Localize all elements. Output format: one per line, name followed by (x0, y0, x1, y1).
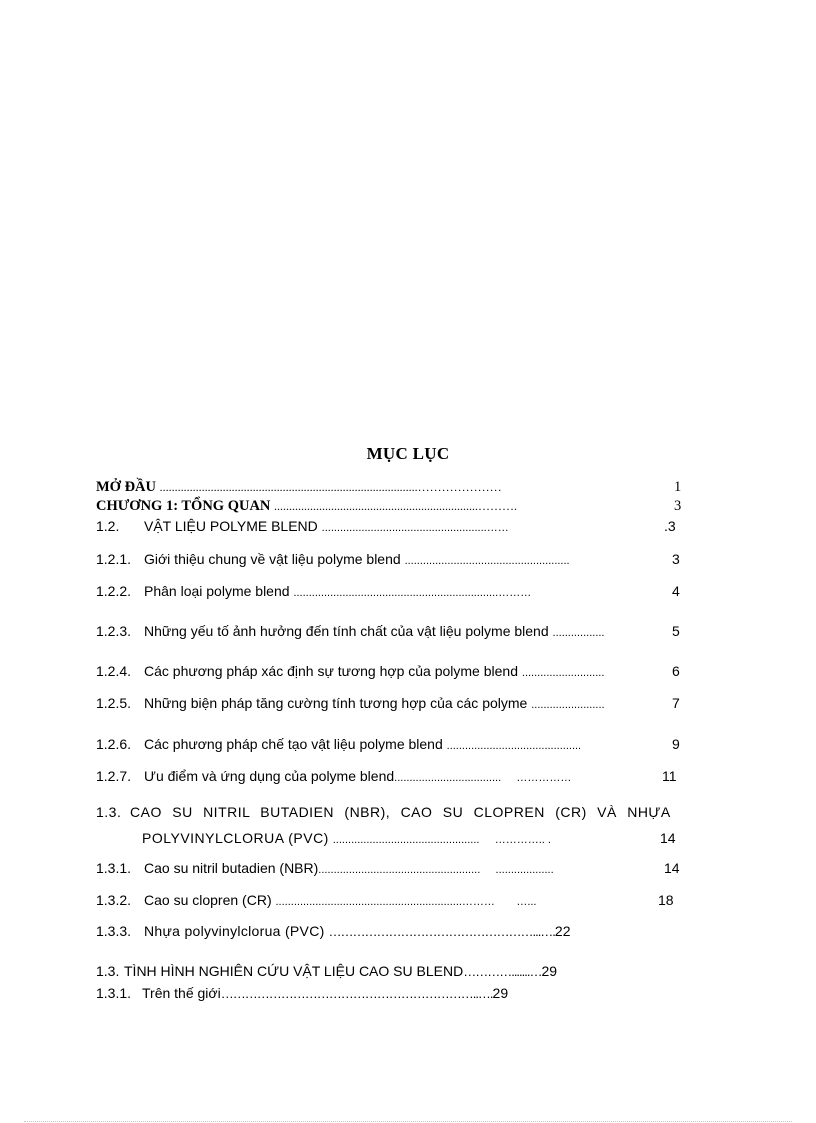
toc-entry-1-2-3 (96, 622, 680, 642)
toc-entry-text: VẬT LIỆU POLYME BLEND (144, 518, 318, 534)
toc-entry-1-3-1 (96, 859, 680, 879)
toc-page-number: 29 (541, 963, 558, 979)
toc-entry-text: CHƯƠNG 1: TỔNG QUAN (96, 498, 271, 514)
toc-entry-number: 1.2.4. (96, 663, 132, 679)
toc-leader: .............................................................……… …... (275, 896, 537, 908)
toc-entry-number: 1.2.3. (96, 623, 132, 639)
toc-page-number: 14 (660, 830, 676, 846)
toc-leader: ................................................ ………….. . (332, 834, 551, 846)
toc-entry-text: MỞ ĐẦU (96, 479, 157, 495)
toc-entry-1-2-1 (96, 550, 680, 570)
toc-leader: ....................................................................………. (274, 499, 518, 513)
toc-entry-number: 1.2.5. (96, 695, 132, 711)
toc-entry-number: 1.3.3. (96, 923, 132, 939)
toc-entry-number: 1.3.2. (96, 892, 132, 908)
toc-page-number: 18 (658, 892, 674, 908)
toc-page-number: 11 (662, 768, 677, 784)
toc-entry-text: Những yếu tố ảnh hưởng đến tính chất của vật liệu polyme blend (144, 623, 549, 639)
toc-entry-1-2-2 (96, 582, 680, 602)
toc-page-number: 14 (664, 860, 680, 876)
toc-entry-1-3-tinh-hinh (96, 962, 557, 981)
toc-entry-1-2 (96, 517, 676, 537)
toc-entry-text: Các phương pháp xác định sự tương hợp của polyme blend (144, 663, 518, 679)
toc-entry-1-3-1-tren-the-gioi (96, 984, 508, 1003)
page-bottom-rule (24, 1121, 792, 1122)
toc-entry-1-2-7 (96, 767, 677, 787)
toc-entry-1-2-4 (96, 662, 680, 682)
toc-entry-1-3 (96, 803, 720, 821)
toc-leader: ………….......… (463, 964, 542, 979)
toc-entry-1-3-3 (96, 922, 571, 941)
toc-entry-text: Nhựa polyvinylclorua (PVC) (144, 923, 325, 939)
toc-entry-text: TÌNH HÌNH NGHIÊN CỨU VẬT LIỆU CAO SU BLEND (124, 963, 464, 979)
toc-page-number: 22 (554, 923, 571, 939)
toc-leader: ......................................................…… (321, 522, 509, 534)
toc-entry-text: Ưu điểm và ứng dụng của polyme blend (144, 768, 395, 784)
toc-entry-1-3-cont (142, 829, 676, 849)
toc-entry-text: Cao su nitril butadien (NBR) (144, 860, 319, 876)
toc-entry-text: POLYVINYLCLORUA (PVC) (142, 830, 329, 846)
toc-leader: ................. (552, 627, 605, 639)
toc-entry-number: 1.3. (96, 963, 120, 979)
toc-entry-text: Những biện pháp tăng cường tính tương hợp của các polyme (144, 695, 528, 711)
toc-leader: ............................................ (446, 740, 582, 752)
toc-entry-text: Trên thế giới (142, 985, 221, 1001)
toc-page-number: 6 (672, 663, 680, 679)
toc-leader: ........................ (531, 699, 605, 711)
toc-page-number: 3 (674, 498, 682, 514)
toc-leader: ...................................................................……… (293, 587, 532, 599)
toc-entry-1-2-5 (96, 694, 680, 714)
toc-leader: ................................... …………… (394, 772, 572, 784)
toc-entry-number: 1.2. (96, 518, 120, 534)
toc-leader: ……………………………………………...…. (328, 924, 555, 939)
toc-page-number: 1 (674, 479, 682, 495)
toc-page-number: 4 (672, 583, 680, 599)
toc-entry-1-2-6 (96, 735, 680, 755)
toc-page-number: 5 (672, 623, 680, 639)
toc-title: MỤC LỤC (366, 444, 450, 463)
toc-entry-chuong-1 (96, 497, 682, 515)
toc-leader: ...................................................... (404, 555, 570, 567)
toc-entry-text: Phân loại polyme blend (144, 583, 290, 599)
toc-entry-number: 1.3. (96, 804, 122, 820)
toc-entry-mo-dau (96, 478, 682, 496)
toc-entry-number: 1.2.7. (96, 768, 132, 784)
toc-entry-text: Cao su clopren (CR) (144, 892, 272, 908)
toc-leader: ..................................................... ................... (318, 864, 554, 876)
toc-page-number: .3 (664, 518, 676, 534)
toc-page-number: 9 (672, 736, 680, 752)
toc-entry-text: Các phương pháp chế tạo vật liệu polyme blend (144, 736, 443, 752)
toc-entry-number: 1.3.1. (96, 985, 132, 1001)
toc-entry-number: 1.2.6. (96, 736, 132, 752)
toc-page-number: 7 (672, 695, 680, 711)
toc-page-number: 3 (672, 551, 680, 567)
toc-entry-number: 1.3.1. (96, 860, 132, 876)
toc-entry-1-3-2 (96, 891, 674, 911)
toc-leader: ......................................................................................………………… (159, 480, 502, 494)
toc-leader: ........................... (521, 667, 605, 679)
toc-entry-text: CAO SU NITRIL BUTADIEN (NBR), CAO SU CLOPREN (CR) VÀ NHỰA (130, 804, 671, 820)
toc-entry-text: Giới thiệu chung về vật liệu polyme blend (144, 551, 401, 567)
toc-entry-number: 1.2.2. (96, 583, 132, 599)
toc-leader: ………………………………………………………..…. (220, 986, 493, 1001)
toc-entry-number: 1.2.1. (96, 551, 132, 567)
toc-page-number: 29 (492, 985, 509, 1001)
